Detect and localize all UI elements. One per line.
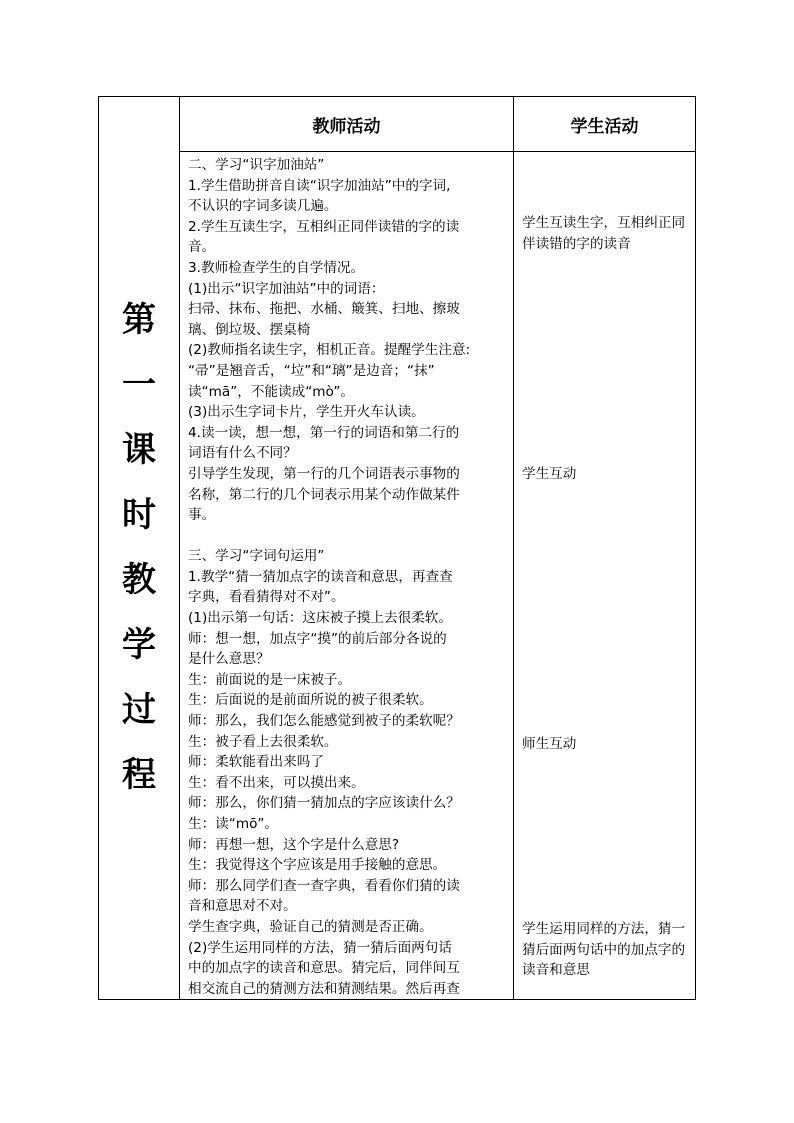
teacher-line: 师：想一想，加点字“摸”的前后部分各说的 <box>188 630 447 647</box>
teacher-line: (2)学生运用同样的方法，猜一猜后面两句话 <box>188 939 452 956</box>
teacher-line: 相交流自己的猜测方法和猜测结果。然后再查 <box>188 980 460 997</box>
teacher-line: 学生查字典，验证自己的猜测是否正确。 <box>188 918 433 935</box>
teacher-line: 生：后面说的是前面所说的被子很柔软。 <box>188 692 433 709</box>
teacher-line: 师：柔软能看出来吗了 <box>188 754 324 771</box>
student-note-3: 师生互动 <box>522 736 577 752</box>
student-note-4: 学生运用同样的方法，猜一猜后面两句话中的加点字的读音和意思 <box>522 921 686 979</box>
teacher-line: 读“mā”，不能读成“mò”。 <box>188 383 354 400</box>
teacher-line: 引导学生发现，第一行的几个词语表示事物的 <box>188 465 460 482</box>
teacher-line: 二、学习“识字加油站” <box>188 157 325 173</box>
teacher-line: 生：我觉得这个字应该是用手接触的意思。 <box>188 857 447 874</box>
teacher-line: 璃、倒垃圾、摆桌椅 <box>188 321 311 338</box>
teacher-line: (1)出示第一句话：这床被子摸上去很柔软。 <box>188 610 452 627</box>
content-row <box>99 152 696 1000</box>
teacher-line: 事。 <box>188 507 216 524</box>
student-activity-cell <box>514 152 696 1000</box>
student-activity-header: 学生活动 <box>514 97 696 152</box>
teacher-line: 师：那么同学们查一查字典，看看你们猜的读 <box>188 877 460 894</box>
teacher-line: 1.学生借助拼音自读“识字加油站”中的字词, <box>188 177 451 194</box>
teacher-line: 名称，第二行的几个词表示用某个动作做某件 <box>188 486 460 503</box>
teacher-line: 1.教学“猜一猜加点字的读音和意思，再查查 <box>188 568 453 585</box>
teacher-line: 三、学习“字词句运用” <box>188 548 325 565</box>
teacher-line: 3.教师检查学生的自学情况。 <box>188 259 365 276</box>
teacher-line: 生：被子看上去很柔软。 <box>188 733 338 750</box>
lesson-plan-table <box>98 96 696 1000</box>
header-row <box>99 97 696 152</box>
teacher-line: 扫帚、抹布、拖把、水桶、簸箕、扫地、擦玻 <box>188 301 460 318</box>
teacher-line: 生：读“mō”。 <box>188 816 279 832</box>
teacher-activity-header: 教师活动 <box>180 97 514 152</box>
teacher-line <box>188 526 507 547</box>
student-note-2: 学生互动 <box>522 466 577 482</box>
teacher-line: 生：看不出来，可以摸出来。 <box>188 774 365 791</box>
teacher-line: (3)出示生字词卡片，学生开火车认读。 <box>188 404 425 421</box>
teacher-line: 是什么意思？ <box>188 651 270 668</box>
teacher-activity-cell <box>180 152 514 1000</box>
teacher-line: 音。 <box>188 239 216 256</box>
teacher-line: 不认识的字词多读几遍。 <box>188 198 338 215</box>
teacher-line: 生：前面说的是一床被子。 <box>188 671 352 688</box>
teacher-line: 4.读一读，想一想，第一行的词语和第二行的 <box>188 424 460 441</box>
teacher-line: 师：那么，你们猜一猜加点的字应该读什么？ <box>188 795 460 812</box>
teacher-activity-text <box>188 155 507 999</box>
teacher-line: 字典，看看猜得对不对”。 <box>188 589 345 606</box>
teacher-line: 师：再想一想，这个字是什么意思? <box>188 836 400 853</box>
teacher-line: 2.学生互读生字，互相纠正同伴读错的字的读 <box>188 218 460 235</box>
teacher-line: 音和意思对不对。 <box>188 898 297 915</box>
teacher-line: (1)出示“识字加油站”中的词语： <box>188 280 385 297</box>
teacher-line: 师：那么，我们怎么能感觉到被子的柔软呢？ <box>188 713 460 730</box>
side-title: 第一课时教学过程 <box>122 300 156 796</box>
teacher-line: “帚”是翘音舌，“垃”和“璃”是边音；“抹” <box>188 362 435 379</box>
teacher-line: (2)教师指名读生字，相机正音。提醒学生注意: <box>188 342 471 359</box>
teacher-line: 词语有什么不同？ <box>188 445 297 462</box>
side-title-cell <box>99 97 180 1000</box>
student-note-1: 学生互读生字，互相纠正同伴读错的字的读音 <box>522 215 686 252</box>
teacher-line: 中的加点字的读音和意思。猜完后，同伴间互 <box>188 960 460 977</box>
